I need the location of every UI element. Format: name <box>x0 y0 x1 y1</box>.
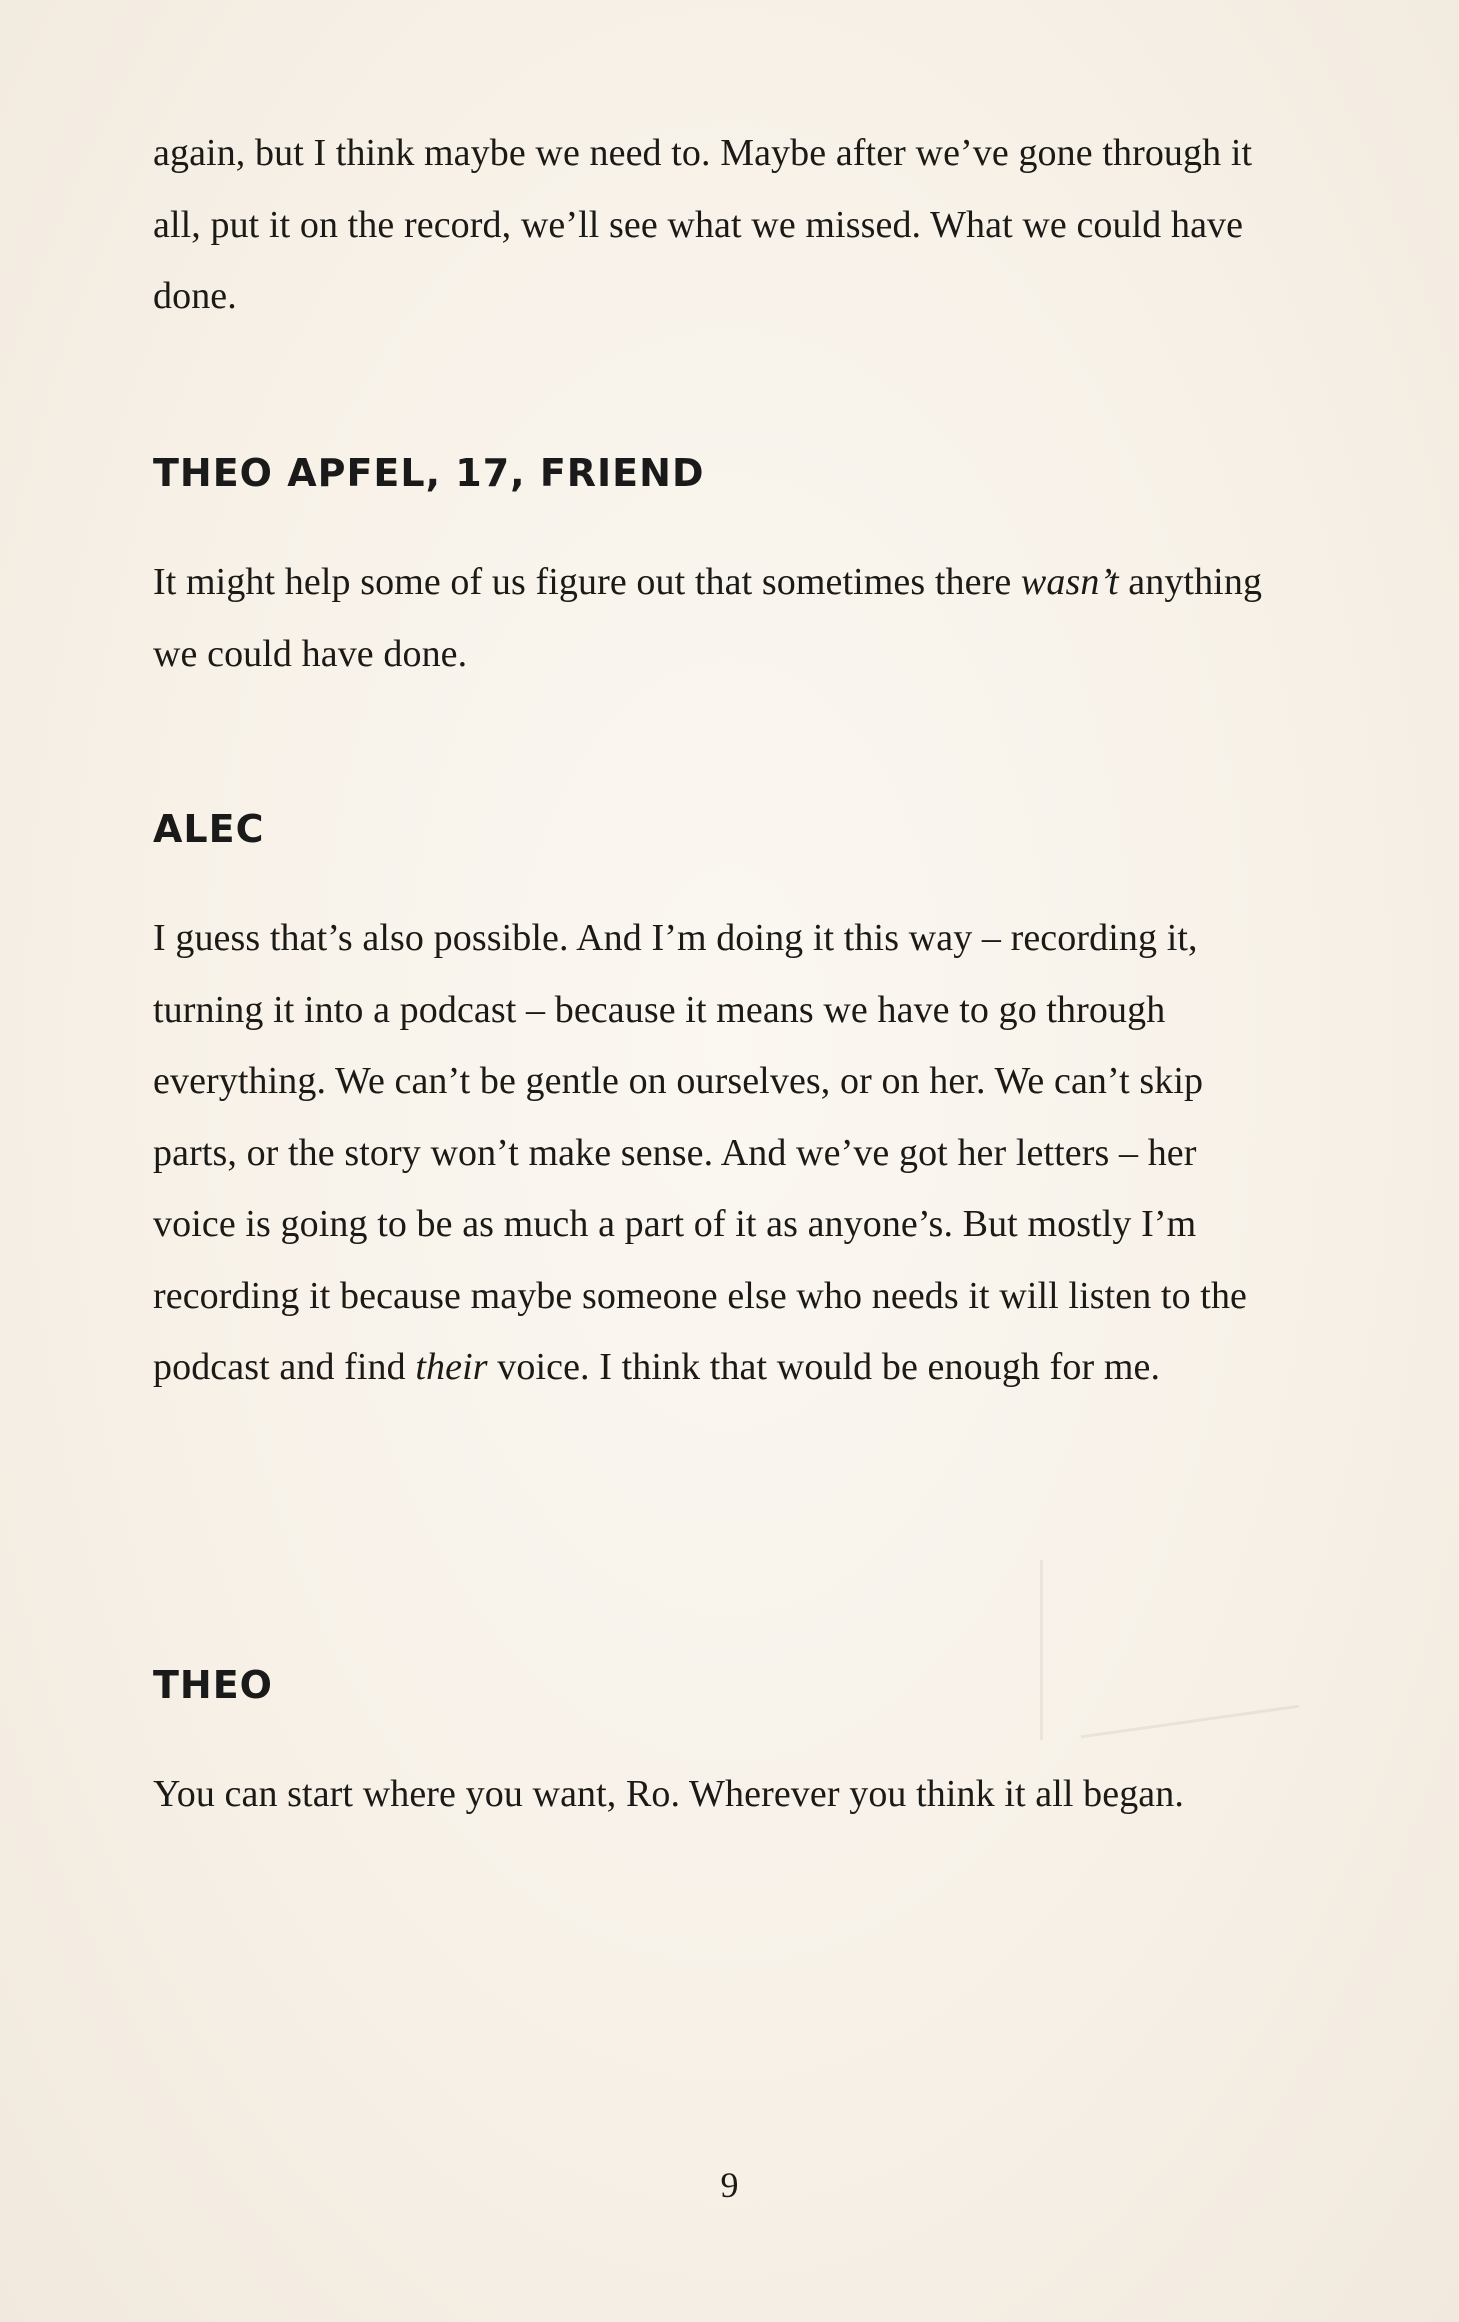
paragraph-continuation <box>153 118 1283 333</box>
speaker-heading <box>153 801 264 857</box>
speaker-heading <box>153 445 705 501</box>
page-number: 9 <box>720 2165 739 2205</box>
dialogue-paragraph <box>153 547 1283 690</box>
bleed-through-mark <box>1040 1560 1043 1740</box>
bleed-through-mark <box>1081 1705 1299 1739</box>
dialogue-paragraph <box>153 1759 1283 1831</box>
speaker-name: THEO <box>153 1663 273 1707</box>
paragraph-text: anything we could have done. <box>153 561 1263 675</box>
speaker-name: ALEC <box>153 807 265 851</box>
speaker-heading <box>153 1657 273 1713</box>
paragraph-text: voice. I think that would be enough for me. <box>487 1346 1161 1388</box>
emphasis-text: wasn’t <box>1020 561 1119 603</box>
paragraph-text: again, but I think maybe we need to. Maybe after we’ve gone through it all, put it on the record, we’ll see what we missed. What we could have done. <box>153 132 1253 317</box>
paragraph-text: It might help some of us figure out that sometimes there <box>153 561 1021 603</box>
dialogue-paragraph <box>153 903 1263 1404</box>
speaker-details: 17, FRIEND <box>455 451 705 495</box>
paragraph-text: You can start where you want, Ro. Wherever you think it all began. <box>153 1773 1184 1815</box>
speaker-name: THEO APFEL, <box>153 451 442 495</box>
paragraph-text: I guess that’s also possible. And I’m doing it this way – recording it, turning it into a podcast – because it means we have to go through everything. We can’t be gentle on ourselves, or on her. We can’t skip parts, or the story won’t make sense. And we’ve got her letters – her voice is going to be as much a part of it as anyone’s. But mostly I’m recording it because maybe someone else who needs it will listen to the podcast and find <box>153 917 1248 1388</box>
emphasis-text: their <box>415 1346 488 1388</box>
